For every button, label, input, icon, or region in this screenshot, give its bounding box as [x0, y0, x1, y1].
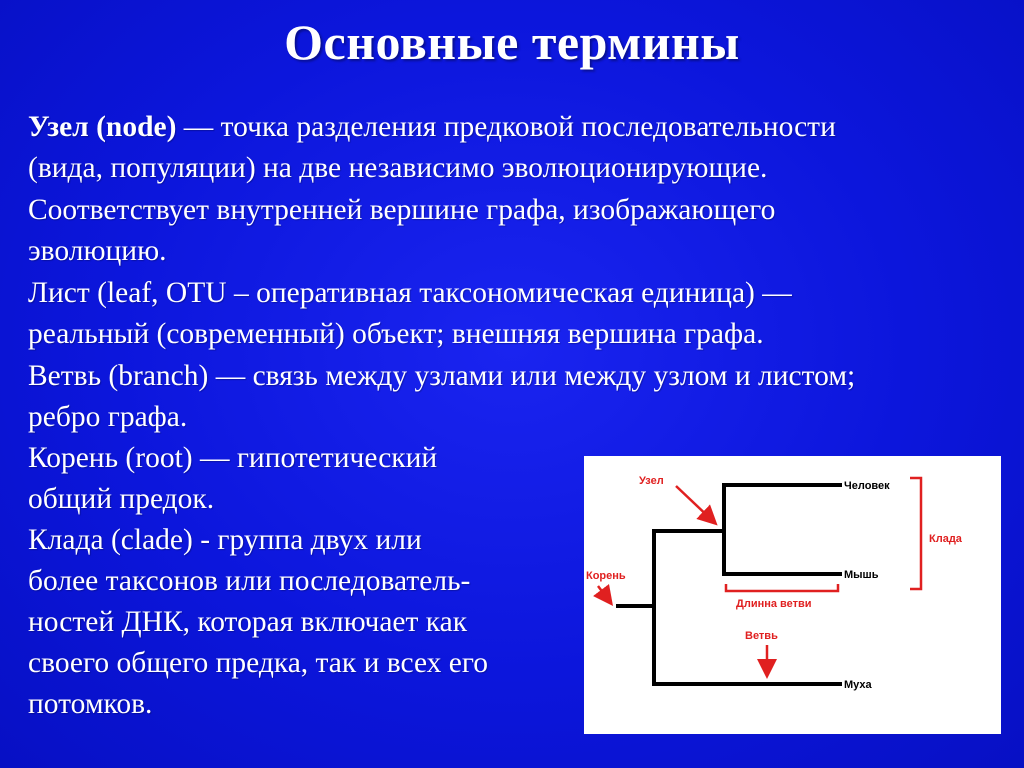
text-line-clade: Клада (clade) - группа двух или: [28, 524, 422, 556]
branch-label: Ветвь: [745, 630, 778, 642]
text-line: более таксонов или последователь-: [28, 565, 471, 597]
leaf-label-human: Человек: [844, 480, 890, 492]
node-label: Узел: [639, 475, 664, 487]
phylogenetic-tree-diagram: [584, 456, 1001, 734]
tree-branches: [618, 485, 840, 684]
text-line: потомков.: [28, 688, 153, 720]
text-line: ностей ДНК, которая включает как: [28, 606, 468, 638]
text-line: Соответствует внутренней вершине графа, изображающего: [28, 194, 776, 226]
text-line: своего общего предка, так и всех его: [28, 647, 489, 679]
text-line-root: Корень (root) — гипотетический: [28, 442, 438, 474]
text-line-node: [28, 107, 836, 148]
branch-length-label: Длинна ветви: [736, 598, 812, 610]
slide-title: Основные термины: [284, 14, 740, 70]
text-line-branch: Ветвь (branch) — связь между узлами или между узлом и листом;: [28, 360, 856, 392]
root-arrow: [598, 586, 610, 602]
branch-length-bracket: [726, 584, 838, 591]
term-node: Узел (node): [28, 111, 177, 143]
leaf-label-mouse: Мышь: [844, 569, 879, 581]
clade-bracket: [910, 478, 921, 589]
text-line: общий предок.: [28, 483, 215, 515]
clade-label: Клада: [929, 533, 962, 545]
node-definition: — точка разделения предковой последовательности: [176, 111, 836, 143]
text-line: (вида, популяции) на две независимо эволюционирующие.: [28, 152, 768, 184]
root-label: Корень: [586, 570, 626, 582]
node-arrow: [676, 486, 714, 522]
leaf-label-fly: Муха: [844, 679, 872, 691]
text-line: ребро графа.: [28, 401, 188, 433]
text-line: эволюцию.: [28, 235, 167, 267]
text-line: реальный (современный) объект; внешняя вершина графа.: [28, 318, 764, 350]
text-line-leaf: Лист (leaf, OTU – оперативная таксономическая единица) —: [28, 277, 792, 309]
